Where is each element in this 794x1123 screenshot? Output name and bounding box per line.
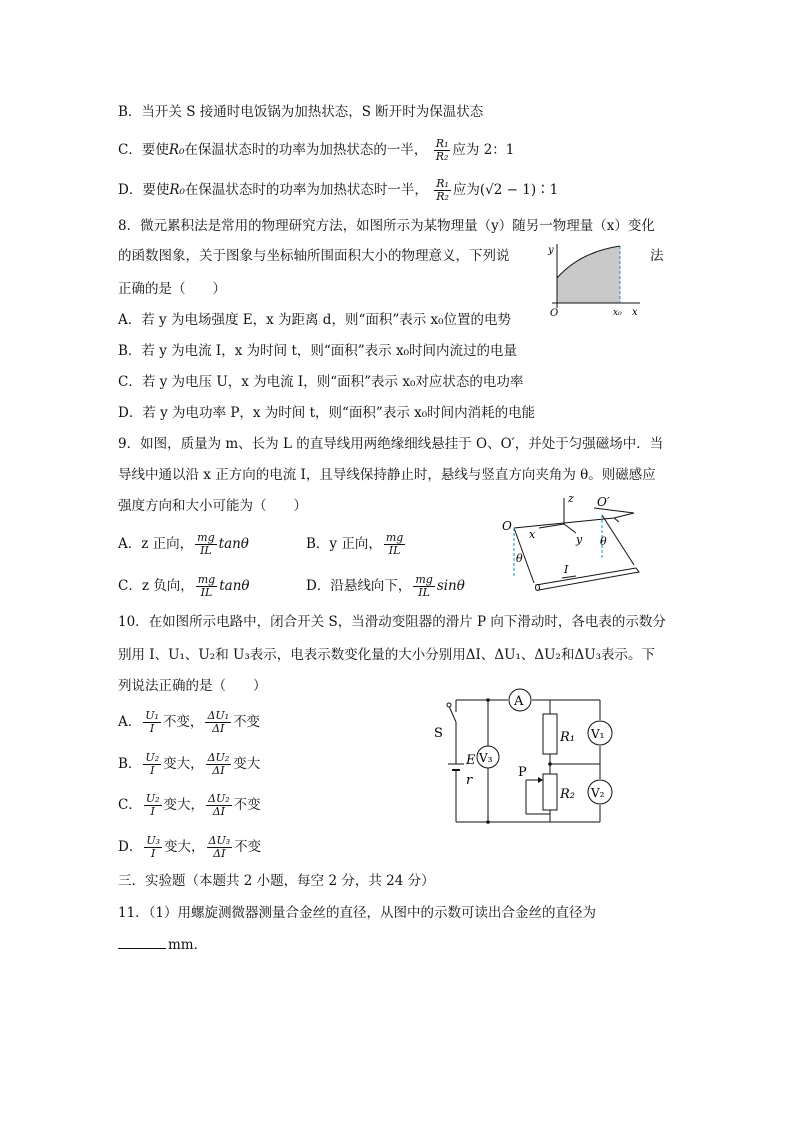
svg-text:r: r (466, 773, 473, 788)
svg-text:V₁: V₁ (591, 727, 605, 741)
svg-text:P: P (518, 765, 527, 780)
q8-option-b: B．若 y 为电流 I，x 为时间 t，则“面积”表示 x₀时间内流过的电量 (118, 343, 517, 359)
q9-stem-3: 强度方向和大小可能为（ ） (118, 498, 307, 514)
q7-option-d: D．要使R₀在保温状态时的功率为加热状态时一半， $\frac{\text{R₁}}{\text{R₂}}$ 应为(√2 − 1)∶1 (118, 177, 559, 203)
q9-option-c: C．z 负向， $\frac{mg}{IL}$ tanθ (118, 573, 250, 599)
svg-text:x: x (529, 528, 536, 541)
q11-stem-1: 11．（1）用螺旋测微器测量合金丝的直径，从图中的示数可读出合金丝的直径为 (118, 905, 597, 921)
svg-text:A: A (514, 694, 524, 709)
q10-stem-1: 10．在如图所示电路中，闭合开关 S，当滑动变阻器的滑片 P 向下滑动时，各电表的示数分 (118, 614, 666, 630)
svg-text:V₂: V₂ (591, 786, 605, 800)
q8-graph (540, 238, 650, 320)
ratio-fraction: $\frac{\text{R₁}}{\text{R₂}}$ (435, 137, 449, 163)
svg-text:V₃: V₃ (479, 751, 493, 765)
q9-stem-1: 9．如图，质量为 m、长为 L 的直导线用两绝缘细线悬挂于 O、O′，并处于匀强磁场中．当 (118, 436, 664, 452)
x0-label: x₀ (613, 308, 622, 318)
point-O: O (502, 519, 512, 533)
q10-option-d: D． $\frac{\text{U₃}}{I}$ 变大， $\frac{\text{ΔU₃}}{\Delta I}$ 不变 (118, 834, 262, 860)
answer-blank[interactable] (118, 948, 166, 949)
q8-option-c: C．若 y 为电压 U，x 为电流 I，则“面积”表示 x₀对应状态的电功率 (118, 374, 524, 390)
q10-stem-3: 列说法正确的是（ ） (118, 678, 267, 694)
q8-option-a: A．若 y 为电场强度 E，x 为距离 d，则“面积”表示 x₀位置的电势 (118, 312, 512, 328)
q7-option-c: C．要使R₀在保温状态时的功率为加热状态的一半， $\frac{\text{R₁}}{\text{R₂}}$ 应为 2：1 (118, 137, 515, 163)
x-label: x (632, 307, 638, 318)
svg-text:y: y (576, 533, 583, 546)
svg-text:θ: θ (516, 552, 523, 565)
q9-option-d: D．沿悬线向下， $\frac{mg}{IL}$ sinθ (306, 573, 465, 599)
origin-label: O (550, 308, 559, 319)
q11-answer-line: mm． (118, 935, 207, 955)
q8-option-d: D．若 y 为电功率 P，x 为时间 t，则“面积”表示 x₀时间内消耗的电能 (118, 405, 536, 421)
q9-stem-2: 导线中通以沿 x 正方向的电流 I，且导线保持静止时，悬线与竖直方向夹角为 θ。则磁感应 (118, 467, 656, 483)
q8-stem-1: 8．微元累积法是常用的物理研究方法，如图所示为某物理量（y）随另一物理量（x）变化 (118, 218, 655, 234)
q9-option-a: A．z 正向， $\frac{mg}{IL}$ tanθ (118, 531, 249, 557)
q9-figure (494, 490, 684, 598)
point-O-prime: O′ (597, 495, 610, 509)
q10-option-a: A． $\frac{\text{U₁}}{I}$ 不变， $\frac{\text{ΔU₁}}{\Delta I}$ 不变 (118, 709, 261, 735)
q8-stem-2b: 法 (650, 248, 664, 264)
ratio-fraction: $\frac{\text{R₁}}{\text{R₂}}$ (436, 177, 449, 203)
svg-text:R₁: R₁ (560, 730, 575, 745)
slider-arrow (538, 777, 543, 783)
section-3-title: 三．实验题（本题共 2 小题，每空 2 分，共 24 分） (118, 873, 435, 889)
q8-stem-2a: 的函数图象，关于图象与坐标轴所围面积大小的物理意义，下列说 (118, 248, 510, 264)
y-axis (564, 524, 576, 533)
svg-text:S: S (434, 726, 443, 741)
q9-option-b: B．y 正向， $\frac{mg}{IL}$ (306, 531, 404, 557)
rheostat-r2 (543, 774, 557, 810)
svg-text:θ: θ (600, 535, 607, 548)
q7-option-b: B．当开关 S 接通时电饭锅为加热状态，S 断开时为保温状态 (118, 104, 484, 120)
svg-text:z: z (568, 492, 574, 505)
resistor-r1 (543, 714, 557, 754)
wire-rod (536, 568, 639, 590)
q10-option-b: B． $\frac{\text{U₂}}{I}$ 变大， $\frac{\text{ΔU₂}}{\Delta I}$ 变大 (118, 751, 261, 777)
svg-text:R₂: R₂ (560, 787, 575, 802)
svg-text:E: E (466, 753, 476, 768)
q10-option-c: C． $\frac{\text{U₂}}{I}$ 变大， $\frac{\text{ΔU₂}}{\Delta I}$ 不变 (118, 792, 261, 818)
right-string (602, 515, 634, 565)
y-label: y (548, 245, 554, 256)
svg-text:I: I (564, 563, 569, 576)
q10-stem-2: 别用 I、U₁、U₂和 U₃表示，电表示数变化量的大小分别用ΔI、ΔU₁、ΔU₂和ΔU₃表示。下 (118, 647, 655, 663)
q10-circuit (430, 684, 630, 826)
q8-stem-3: 正确的是（ ） (118, 281, 226, 297)
